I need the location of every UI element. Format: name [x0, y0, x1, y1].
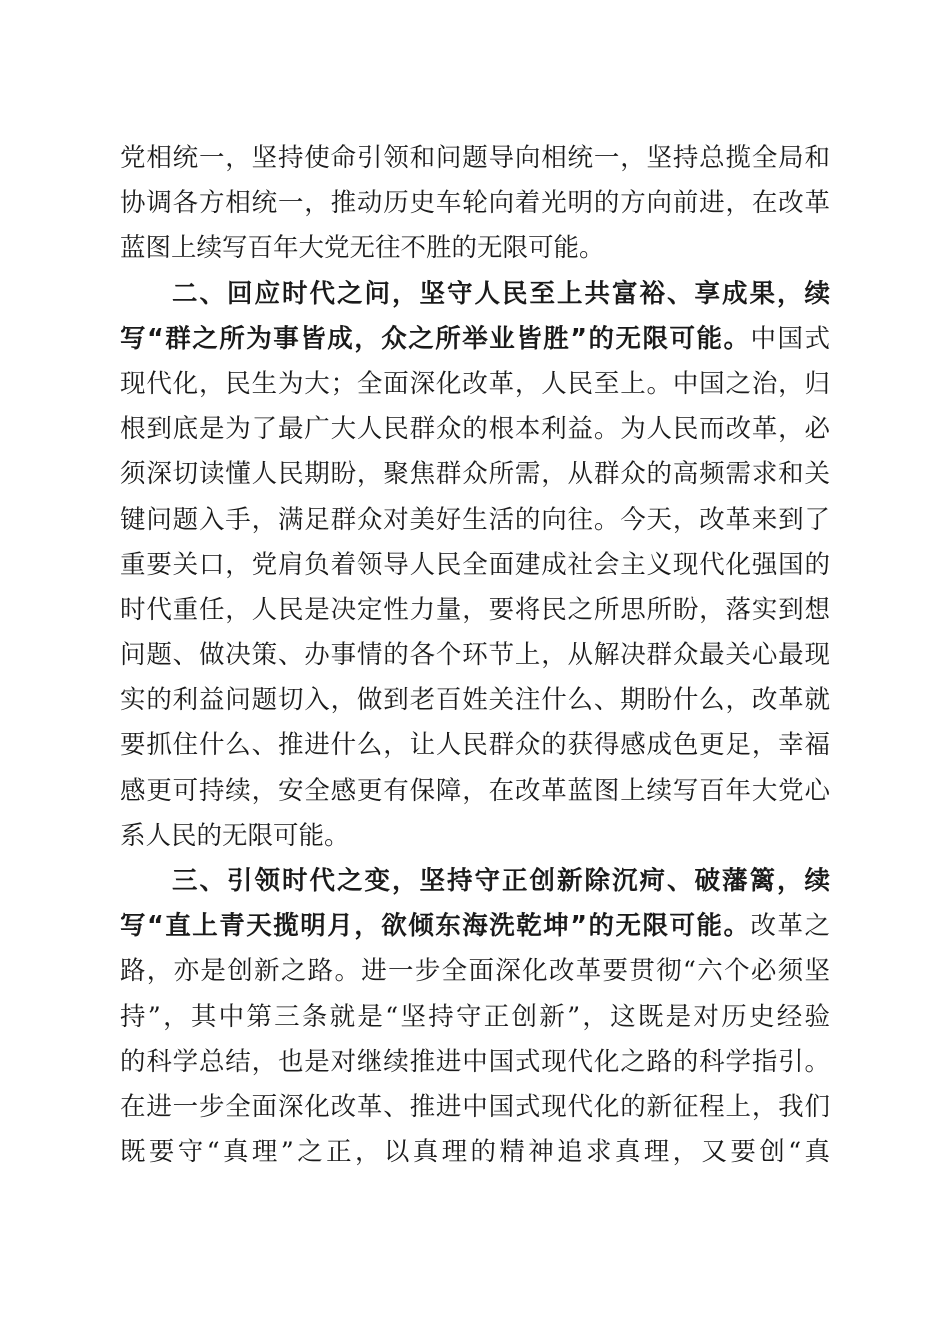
- text-line: [120, 995, 830, 1040]
- line-text: 根到底是为了最广大人民群众的根本利益。为人民而改革，必: [120, 414, 830, 445]
- line-text: 党相统一，坚持使命引领和问题导向相统一，坚持总揽全局和: [120, 143, 830, 173]
- text-line: [120, 723, 830, 768]
- line-text: 改革之: [750, 911, 830, 942]
- line-text: 持”，其中第三条就是“坚持守正创新”，这既是对历史经验: [120, 1001, 830, 1032]
- text-line: [120, 317, 830, 362]
- text-line: [120, 588, 830, 633]
- text-line: [120, 904, 830, 949]
- text-line: [120, 678, 830, 723]
- heading-text: 写“群之所为事皆成，众之所举业皆胜”的无限可能。: [120, 323, 751, 354]
- text-line: [120, 814, 830, 859]
- line-text: 蓝图上续写百年大党无往不胜的无限可能。: [120, 233, 605, 264]
- text-line: [120, 181, 830, 226]
- line-text: 现代化，民生为大；全面深化改革，人民至上。中国之治，归: [120, 368, 830, 399]
- text-line: [120, 633, 830, 678]
- text-line: [120, 769, 830, 814]
- line-text: 系人民的无限可能。: [120, 820, 350, 851]
- line-text: 问题、做决策、办事情的各个环节上，从解决群众最关心最现: [120, 640, 830, 671]
- text-line: [120, 498, 830, 543]
- line-text: 的科学总结，也是对继续推进中国式现代化之路的科学指引。: [120, 1046, 830, 1077]
- text-line: [120, 1040, 830, 1085]
- line-text: 路，亦是创新之路。进一步全面深化改革要贯彻“六个必须坚: [120, 956, 830, 987]
- heading-text: 二、回应时代之问，坚守人民至上共富裕、享成果，续: [172, 278, 830, 309]
- document-page: [120, 136, 830, 1175]
- line-text: 协调各方相统一，推动历史车轮向着光明的方向前进，在改革: [120, 188, 830, 219]
- heading-text: 三、引领时代之变，坚持守正创新除沉疴、破藩篱，续: [172, 866, 830, 896]
- line-text: 实的利益问题切入，做到老百姓关注什么、期盼什么，改革就: [120, 685, 830, 716]
- text-line: [120, 1130, 830, 1175]
- line-text: 要抓住什么、推进什么，让人民群众的获得感成色更足，幸福: [120, 730, 830, 761]
- line-text: 中国式: [750, 323, 830, 354]
- line-text: 在进一步全面深化改革、推进中国式现代化的新征程上，我们: [120, 1091, 830, 1122]
- text-line: [120, 362, 830, 407]
- text-line: [120, 407, 830, 452]
- line-text: 重要关口，党肩负着领导人民全面建成社会主义现代化强国的: [120, 549, 830, 580]
- line-text: 既要守“真理”之正，以真理的精神追求真理，又要创“真: [120, 1137, 830, 1168]
- line-text: 感更可持续，安全感更有保障，在改革蓝图上续写百年大党心: [120, 775, 830, 806]
- text-line: [120, 543, 830, 588]
- line-text: 时代重任，人民是决定性力量，要将民之所思所盼，落实到想: [120, 594, 830, 625]
- text-line: [120, 452, 830, 497]
- text-line: [120, 136, 830, 181]
- line-text: 键问题入手，满足群众对美好生活的向往。今天，改革来到了: [120, 504, 830, 535]
- text-line: [120, 226, 830, 271]
- text-line: [120, 949, 830, 994]
- heading-text: 写“直上青天揽明月，欲倾东海洗乾坤”的无限可能。: [120, 911, 751, 942]
- text-line: [120, 1085, 830, 1130]
- section-heading-3: [120, 859, 830, 904]
- section-heading-2: [120, 272, 830, 317]
- line-text: 须深切读懂人民期盼，聚焦群众所需，从群众的高频需求和关: [120, 459, 830, 490]
